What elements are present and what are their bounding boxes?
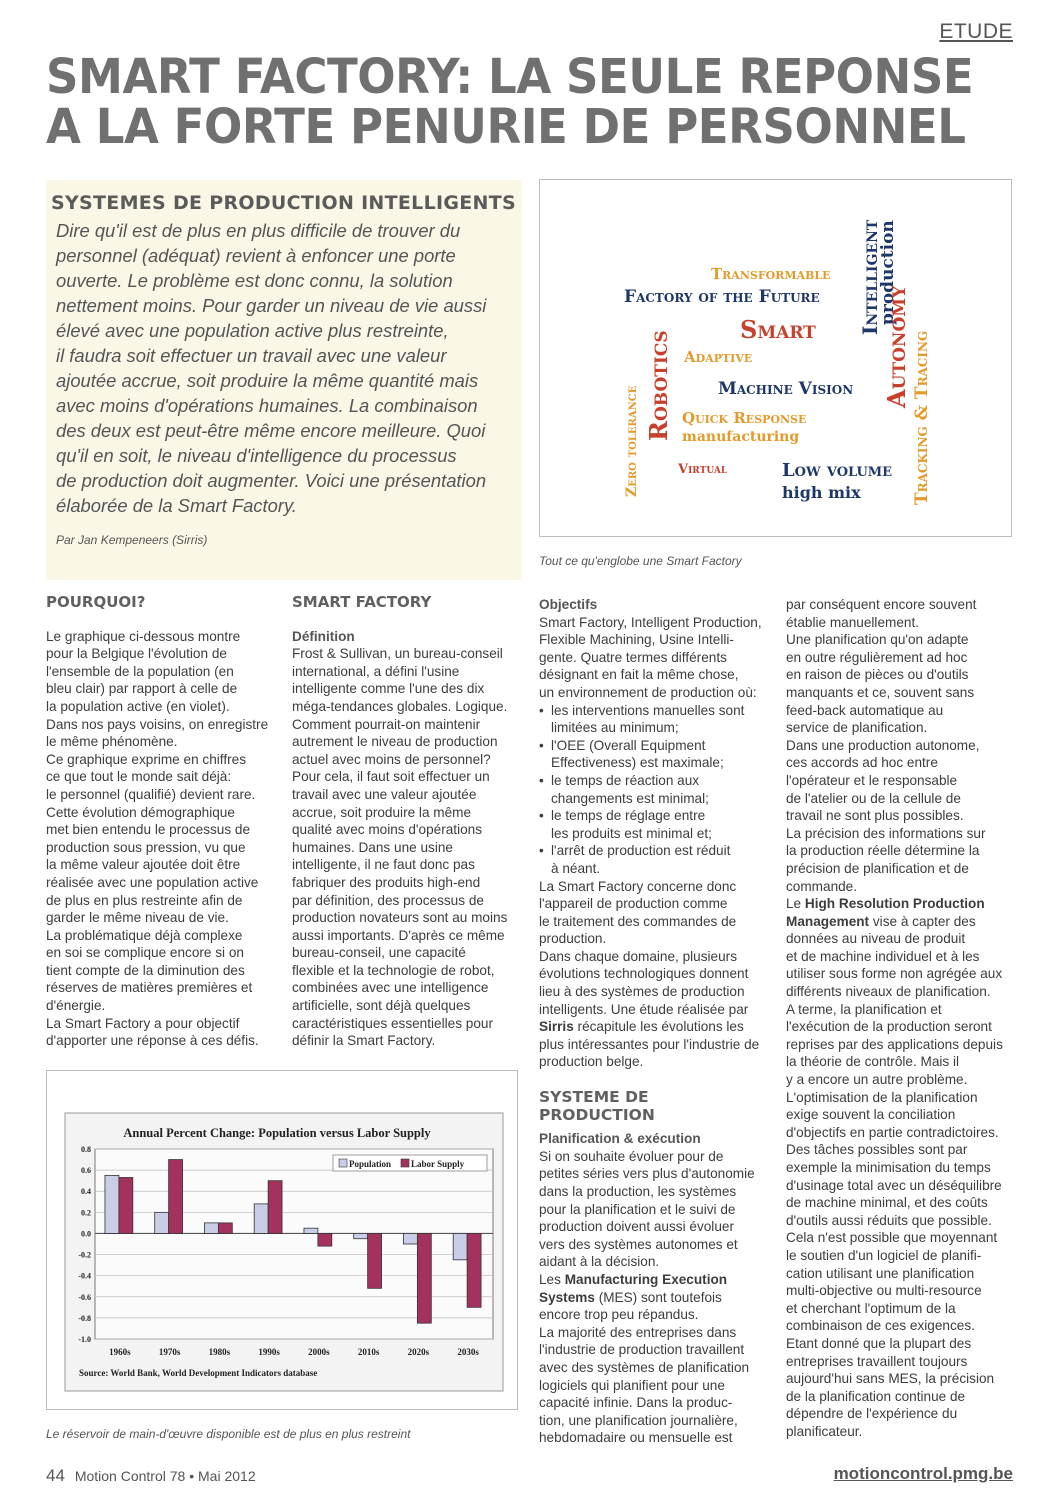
paragraph	[292, 645, 522, 1050]
chart-title: Annual Percent Change: Population versus Labor Supply	[123, 1126, 431, 1140]
text-line: logiciels qui planifient pour une	[539, 1377, 725, 1393]
text-line: de la planification continue de	[786, 1388, 966, 1404]
text-line: aidant à la décision.	[539, 1254, 660, 1270]
bullet-dot	[539, 754, 551, 772]
text-line: entreprises travaillent toujours	[786, 1353, 968, 1369]
text-line: hebdomadaire ou mensuelle est	[539, 1430, 733, 1446]
y-tick-label: 0.6	[81, 1166, 91, 1176]
text-line: Si on souhaite évoluer pour de	[539, 1148, 724, 1164]
title-line: SMART FACTORY: LA SEULE REPONSE	[46, 49, 974, 105]
text-line: la population active (en violet).	[46, 698, 230, 714]
bold-term: Management	[786, 913, 870, 929]
bold-term: Sirris	[539, 1019, 574, 1035]
bullet-item	[539, 860, 769, 878]
text-line: Comment pourrait-on maintenir	[292, 716, 481, 732]
bullet-dot: •	[539, 702, 544, 718]
text-line	[539, 1271, 769, 1289]
bar-labor-supply	[119, 1178, 133, 1234]
text-line: d'usinage total avec un déséquilibre	[786, 1177, 1002, 1193]
text-line: feed-back automatique au	[786, 702, 944, 718]
bullet-item	[539, 702, 769, 720]
text-line: personnel (adéquat) revient à enfoncer une porte	[56, 245, 456, 266]
text-line: ajoutée accrue, soit produire la même quantité mais	[56, 370, 479, 391]
x-tick-label: 1990s	[258, 1347, 280, 1357]
text-line: utiliser sous forme non agrégée aux	[786, 966, 1003, 982]
cloud-word: Smart	[740, 315, 816, 344]
issue-date: Mai 2012	[198, 1468, 256, 1484]
text-line: d'outils aussi réduits que possible.	[786, 1212, 992, 1228]
cloud-word: Adaptive	[684, 348, 753, 366]
text-line: artificielle, sont déjà quelques	[292, 998, 471, 1014]
text-line: L'optimisation de la planification	[786, 1089, 978, 1105]
bullet-dot	[539, 790, 551, 808]
bullet-item	[539, 825, 769, 843]
text-line: un environnement de production où:	[539, 684, 757, 700]
text-line: le personnel (qualifié) devient rare.	[46, 786, 256, 802]
bullet-text: l'OEE (Overall Equipment	[551, 737, 706, 753]
bar-population	[155, 1212, 169, 1233]
chart-source: Source: World Bank, World Development Indicators database	[79, 1368, 318, 1378]
bullet-text: les produits est minimal et;	[551, 825, 712, 841]
bullet-item	[539, 772, 769, 790]
text-line: établie manuellement.	[786, 614, 919, 630]
text-line: d'énergie.	[46, 998, 106, 1014]
bullet-item	[539, 790, 769, 808]
text-line: Dans nos pays voisins, on enregistre	[46, 716, 269, 732]
legend-swatch	[339, 1159, 347, 1167]
text-line: fabriquer des produits high-end	[292, 874, 481, 890]
cloud-word: manufacturing	[682, 429, 800, 445]
text-line: par conséquent encore souvent	[786, 597, 977, 612]
cloud-word: Autonomy	[882, 285, 911, 408]
text-line: évolutions technologiques donnent	[539, 966, 749, 982]
cloud-word: Zero tolerance	[624, 385, 640, 497]
paragraph	[786, 596, 1018, 895]
text-run: vise à capter des	[869, 913, 976, 929]
text-line: et de machine individuel et à les	[786, 948, 980, 964]
y-tick-label: 0.8	[81, 1145, 91, 1154]
text-line: Pour cela, il faut soit effectuer un	[292, 769, 490, 785]
text-line: flexible et la technologie de robot,	[292, 962, 495, 978]
y-tick-label: -0.8	[78, 1313, 91, 1323]
text-line: production.	[539, 931, 607, 947]
text-line: et cherchant l'optimum de la	[786, 1300, 956, 1316]
bar-labor-supply	[368, 1233, 382, 1288]
text-line: gente. Quatre termes différents	[539, 649, 727, 665]
bar-population	[254, 1204, 268, 1234]
bullet-dot: •	[539, 808, 544, 824]
text-line: humaines. Dans une usine	[292, 839, 453, 855]
title-line: A LA FORTE PENURIE DE PERSONNEL	[46, 99, 966, 155]
text-line: précision de planification et de	[786, 860, 969, 876]
page-number: 44	[46, 1466, 65, 1485]
bar-labor-supply	[169, 1160, 183, 1234]
text-line: garder le même niveau de vie.	[46, 910, 229, 926]
text-line: dépendre de l'expérience du	[786, 1406, 958, 1422]
x-tick-label: 1960s	[109, 1347, 131, 1357]
bar-labor-supply	[268, 1181, 282, 1234]
x-tick-label: 1980s	[208, 1347, 231, 1357]
section-heading: POURQUOI?	[46, 593, 146, 611]
bullet-text: l'arrêt de production est réduit	[551, 843, 731, 859]
bold-term: High Resolution Production	[804, 896, 985, 912]
text-line: de plus en plus restreinte afin de	[46, 892, 243, 908]
text-line: l'industrie de production travaillent	[539, 1342, 745, 1358]
bullet-item	[539, 807, 769, 825]
text-line: désignant en fait la même chose,	[539, 667, 739, 683]
column-pourquoi	[46, 594, 274, 1050]
y-tick-label: 0.4	[81, 1187, 91, 1197]
subheading: Objectifs	[539, 597, 598, 612]
bullet-text: changements est minimal;	[551, 790, 709, 806]
text-line: La majorité des entreprises dans	[539, 1324, 737, 1340]
bullet-text: limitées au minimum;	[551, 720, 679, 736]
bullet-dot	[539, 825, 551, 843]
text-line: cation utilisant une planification	[786, 1265, 975, 1281]
text-run: Le	[786, 896, 805, 912]
text-line: service de planification.	[786, 720, 928, 736]
bar-labor-supply	[218, 1223, 232, 1234]
bullet-text: à néant.	[551, 860, 601, 876]
text-line: intelligents. Une étude réalisée par	[539, 1001, 749, 1017]
text-line: lieu à des systèmes de production	[539, 984, 745, 1000]
bar-population	[204, 1223, 218, 1234]
text-line: en outre régulièrement ad hoc	[786, 649, 968, 665]
cloud-word: Quick Response	[682, 409, 807, 427]
cloud-word: production	[878, 220, 898, 325]
text-line: nettement moins. Pour garder un niveau de vie aussi	[56, 295, 487, 316]
cloud-word: Factory of the Future	[624, 287, 820, 307]
text-line: le traitement des commandes de	[539, 913, 737, 929]
bullet-item	[539, 842, 769, 860]
text-line: de l'atelier ou de la cellule de	[786, 790, 961, 806]
chart-figure	[46, 1070, 518, 1410]
text-line: intelligente, il ne faut donc pas	[292, 857, 475, 873]
text-line: Dire qu'il est de plus en plus difficile de trouver du	[56, 220, 461, 241]
text-line: par définition, des processus de	[292, 892, 484, 908]
text-line: travail ne sont plus possibles.	[786, 808, 964, 824]
footer-left	[46, 1466, 256, 1486]
text-line: actuel avec moins de personnel?	[292, 751, 491, 767]
text-line: tion, une planification journalière,	[539, 1412, 738, 1428]
cloud-word: Machine Vision	[718, 379, 854, 399]
bullet-dot: •	[539, 772, 544, 788]
text-line: La Smart Factory concerne donc	[539, 878, 737, 894]
text-line: le même phénomène.	[46, 734, 178, 750]
text-line: Ce graphique exprime en chiffres	[46, 751, 246, 767]
y-tick-label: -0.6	[78, 1292, 91, 1302]
text-line: reprises par des applications depuis	[786, 1036, 1003, 1052]
section-heading: SYSTEME DE PRODUCTION	[539, 1088, 655, 1124]
text-line: la production réelle détermine la	[786, 843, 980, 859]
text-line: combinaison de ces exigences.	[786, 1318, 975, 1334]
text-line: multi-objective ou multi-resource	[786, 1283, 982, 1299]
article-title	[46, 49, 974, 155]
text-line: Etant donné que la plupart des	[786, 1335, 972, 1351]
bullet-text: les interventions manuelles sont	[551, 702, 745, 718]
text-line: réalisée avec une population active	[46, 874, 259, 890]
cloud-word: Robotics	[644, 330, 673, 441]
text-line: dans la production, les systèmes	[539, 1184, 737, 1199]
cloud-word: Transformable	[711, 265, 831, 283]
text-line: avec moins d'opérations humaines. La combinaison	[56, 395, 478, 416]
text-run: récapitule les évolutions les	[573, 1019, 744, 1035]
intro-box	[46, 180, 522, 580]
text-line: petites séries vers plus d'autonomie	[539, 1166, 755, 1182]
bar-population	[453, 1233, 467, 1259]
text-line: met bien entendu le processus de	[46, 822, 251, 838]
legend-swatch	[401, 1159, 409, 1167]
byline: Par Jan Kempeneers (Sirris)	[56, 533, 208, 547]
intro-heading: SYSTEMES DE PRODUCTION INTELLIGENTS	[51, 192, 516, 214]
bar-labor-supply	[417, 1233, 431, 1323]
text-line: Cela n'est possible que moyennant	[786, 1230, 998, 1246]
word-cloud	[608, 205, 943, 515]
text-line: Frost & Sullivan, un bureau-conseil	[292, 646, 503, 662]
legend-label: Population	[349, 1159, 392, 1169]
bar-labor-supply	[318, 1233, 332, 1246]
bullet-list	[539, 702, 769, 878]
x-tick-label: 2000s	[308, 1347, 330, 1357]
text-line: autrement le niveau de production	[292, 734, 498, 750]
text-line: de machine minimal, et des coûts	[786, 1195, 988, 1211]
y-tick-label: -0.4	[78, 1271, 91, 1281]
text-line: bleu clair) par rapport à celle de	[46, 681, 238, 697]
x-tick-label: 2020s	[407, 1347, 430, 1357]
text-line: en raison de pièces ou d'outils	[786, 667, 969, 683]
text-line: définir la Smart Factory.	[292, 1033, 436, 1049]
bar-population	[304, 1228, 318, 1233]
plot-area	[95, 1149, 493, 1339]
footer-bullet: •	[189, 1468, 195, 1484]
cloud-word: Intelligent	[858, 219, 882, 335]
text-line: Cette évolution démographique	[46, 804, 235, 820]
bold-term: Systems	[539, 1289, 595, 1305]
text-line: Smart Factory, Intelligent Production,	[539, 614, 762, 630]
cloud-word: Low volume	[782, 460, 893, 481]
text-line: méga-tendances globales. Logique.	[292, 698, 508, 714]
text-line: la théorie de contrôle. Mais il	[786, 1054, 960, 1070]
column-planification	[786, 596, 1018, 1441]
text-line: qualité avec moins d'opérations	[292, 822, 483, 838]
text-line: accrue, soit produire la même	[292, 804, 472, 820]
text-line: exemple la minimisation du temps	[786, 1160, 991, 1175]
section-heading: SMART FACTORY	[292, 593, 432, 611]
paragraph	[539, 878, 769, 1019]
text-line: l'opérateur et le responsable	[786, 772, 958, 788]
text-line: La problématique déjà complexe	[46, 927, 243, 943]
word-cloud-caption: Tout ce qu'englobe une Smart Factory	[539, 554, 742, 568]
text-line: d'objectifs en partie contradictoires.	[786, 1124, 999, 1140]
text-line: le soutien d'un logiciel de planifi-	[786, 1247, 982, 1263]
text-line: qu'il en soit, le niveau d'intelligence du processus	[56, 445, 457, 466]
website-link[interactable]: motioncontrol.pmg.be	[833, 1464, 1013, 1483]
text-line: Une planification qu'on adapte	[786, 632, 969, 648]
subheading: Définition	[292, 628, 355, 644]
paragraph	[539, 1036, 769, 1071]
x-tick-label: 1970s	[158, 1347, 181, 1357]
text-line: aussi importants. D'après ce même	[292, 927, 505, 943]
text-line: capacité infinie. Dans la produc-	[539, 1395, 733, 1411]
text-line: Flexible Machining, Usine Intelli-	[539, 632, 734, 648]
text-line: combinées avec une intelligence	[292, 980, 489, 996]
text-line	[539, 1018, 769, 1036]
paragraph	[539, 1148, 769, 1271]
bullet-dot: •	[539, 737, 544, 753]
legend-label: Labor Supply	[411, 1159, 465, 1169]
text-run: Les	[539, 1271, 565, 1287]
text-line	[786, 913, 1018, 931]
text-line: réserves de matières premières et	[46, 980, 253, 996]
text-line: élevé avec une population active plus restreinte,	[56, 320, 449, 341]
bar-population	[403, 1233, 417, 1244]
bar-labor-supply	[467, 1233, 481, 1307]
y-tick-label: 0.2	[81, 1208, 91, 1218]
text-line: des deux est peut-être même encore meilleure. Quoi	[56, 420, 486, 441]
x-tick-label: 2010s	[357, 1347, 380, 1357]
text-line: production novateurs sont au moins	[292, 910, 508, 926]
text-line: travail avec une valeur ajoutée	[292, 786, 477, 802]
text-line: l'appareil de production comme	[539, 896, 728, 912]
text-line: élaborée de la Smart Factory.	[56, 495, 297, 516]
text-run: (MES) sont toutefois	[594, 1289, 722, 1305]
cloud-word: Virtual	[678, 462, 728, 477]
bar-population	[354, 1233, 368, 1238]
text-line: aujourd'hui sans MES, la précision	[786, 1371, 995, 1387]
bullet-text: le temps de réaction aux	[551, 772, 700, 788]
magazine-name: Motion Control 78	[74, 1468, 186, 1484]
text-line: l'exécution de la production seront	[786, 1019, 992, 1035]
text-line: international, a défini l'usine	[292, 663, 460, 679]
text-line: manquants et ce, souvent sans	[786, 684, 975, 700]
text-line: bureau-conseil, une capacité	[292, 945, 466, 961]
text-line: y a encore un autre problème.	[786, 1072, 968, 1088]
bullet-text: Effectiveness) est maximale;	[551, 755, 724, 771]
paragraph	[786, 930, 1018, 1440]
text-line: Le graphique ci-dessous montre	[46, 628, 241, 644]
text-line	[786, 895, 1018, 913]
text-line: commande.	[786, 878, 858, 894]
paragraph	[46, 628, 274, 1050]
text-line: vers des systèmes autonomes et	[539, 1236, 738, 1252]
text-line: Dans une production autonome,	[786, 737, 980, 753]
bold-term: Manufacturing Execution	[564, 1271, 728, 1287]
text-line: La précision des informations sur	[786, 825, 986, 841]
text-line: différents niveaux de planification.	[786, 984, 991, 1000]
paragraph	[539, 614, 769, 702]
y-tick-label: -0.2	[78, 1250, 91, 1260]
column-objectifs	[539, 596, 769, 1447]
text-line: production belge.	[539, 1054, 644, 1070]
text-line: pour la planification et le suivi de	[539, 1201, 736, 1217]
text-line: d'apporter une réponse à ces défis.	[46, 1033, 259, 1049]
bullet-item	[539, 737, 769, 755]
text-line: planificateur.	[786, 1423, 863, 1439]
paragraph	[539, 1306, 769, 1447]
text-line: La Smart Factory a pour objectif	[46, 1015, 240, 1031]
text-line: Dans chaque domaine, plusieurs	[539, 948, 737, 964]
text-line: A terme, la planification et	[786, 1001, 942, 1017]
text-line: avec des systèmes de planification	[539, 1359, 750, 1375]
bullet-dot	[539, 719, 551, 737]
text-line: ouverte. Le problème est donc connu, la solution	[56, 270, 453, 291]
text-line: intelligente comme l'une des dix	[292, 681, 485, 697]
bullet-dot	[539, 860, 551, 878]
y-tick-label: -1.0	[78, 1335, 91, 1344]
text-line: ces accords ad hoc entre	[786, 755, 938, 771]
bullet-text: le temps de réglage entre	[551, 808, 706, 824]
bullet-item	[539, 719, 769, 737]
text-line: production doivent aussi évoluer	[539, 1219, 734, 1235]
chart-caption: Le réservoir de main-d'œuvre disponible est de plus en plus restreint	[46, 1427, 411, 1441]
column-smart-factory	[292, 594, 522, 1050]
text-line: exige souvent la conciliation	[786, 1107, 956, 1123]
bullet-dot: •	[539, 843, 544, 859]
text-line: la même valeur ajoutée doit être	[46, 857, 241, 873]
bar-chart	[47, 1071, 517, 1409]
subheading: Planification & exécution	[539, 1131, 701, 1147]
text-line: de production doit augmenter. Voici une présentation	[56, 470, 487, 491]
text-line: tient compte de la diminution des	[46, 962, 245, 978]
bar-population	[105, 1175, 119, 1233]
text-line: en soi se complique encore si on	[46, 945, 244, 961]
text-line: encore trop peu répandus.	[539, 1307, 699, 1323]
section-tag: ETUDE	[939, 20, 1013, 43]
cloud-word: high mix	[782, 483, 861, 502]
text-line: il faudra soit effectuer un travail avec une valeur	[56, 345, 447, 366]
text-line: données au niveau de produit	[786, 931, 966, 947]
y-tick-label: 0.0	[81, 1229, 91, 1239]
text-line: caractéristiques essentielles pour	[292, 1015, 493, 1031]
cloud-word: Tracking & Tracing	[912, 330, 932, 505]
text-line: ce que tout le monde sait déjà:	[46, 769, 232, 785]
bullet-item	[539, 754, 769, 772]
text-line	[539, 1289, 769, 1307]
text-line: production sous pression, vu que	[46, 839, 246, 855]
text-line: Des tâches possibles sont par	[786, 1142, 968, 1158]
text-line: l'ensemble de la population (en	[46, 663, 234, 679]
text-line: pour la Belgique l'évolution de	[46, 646, 227, 662]
intro-text	[51, 218, 517, 518]
text-line: plus intéressantes pour l'industrie de	[539, 1036, 760, 1052]
x-tick-label: 2030s	[457, 1347, 479, 1357]
